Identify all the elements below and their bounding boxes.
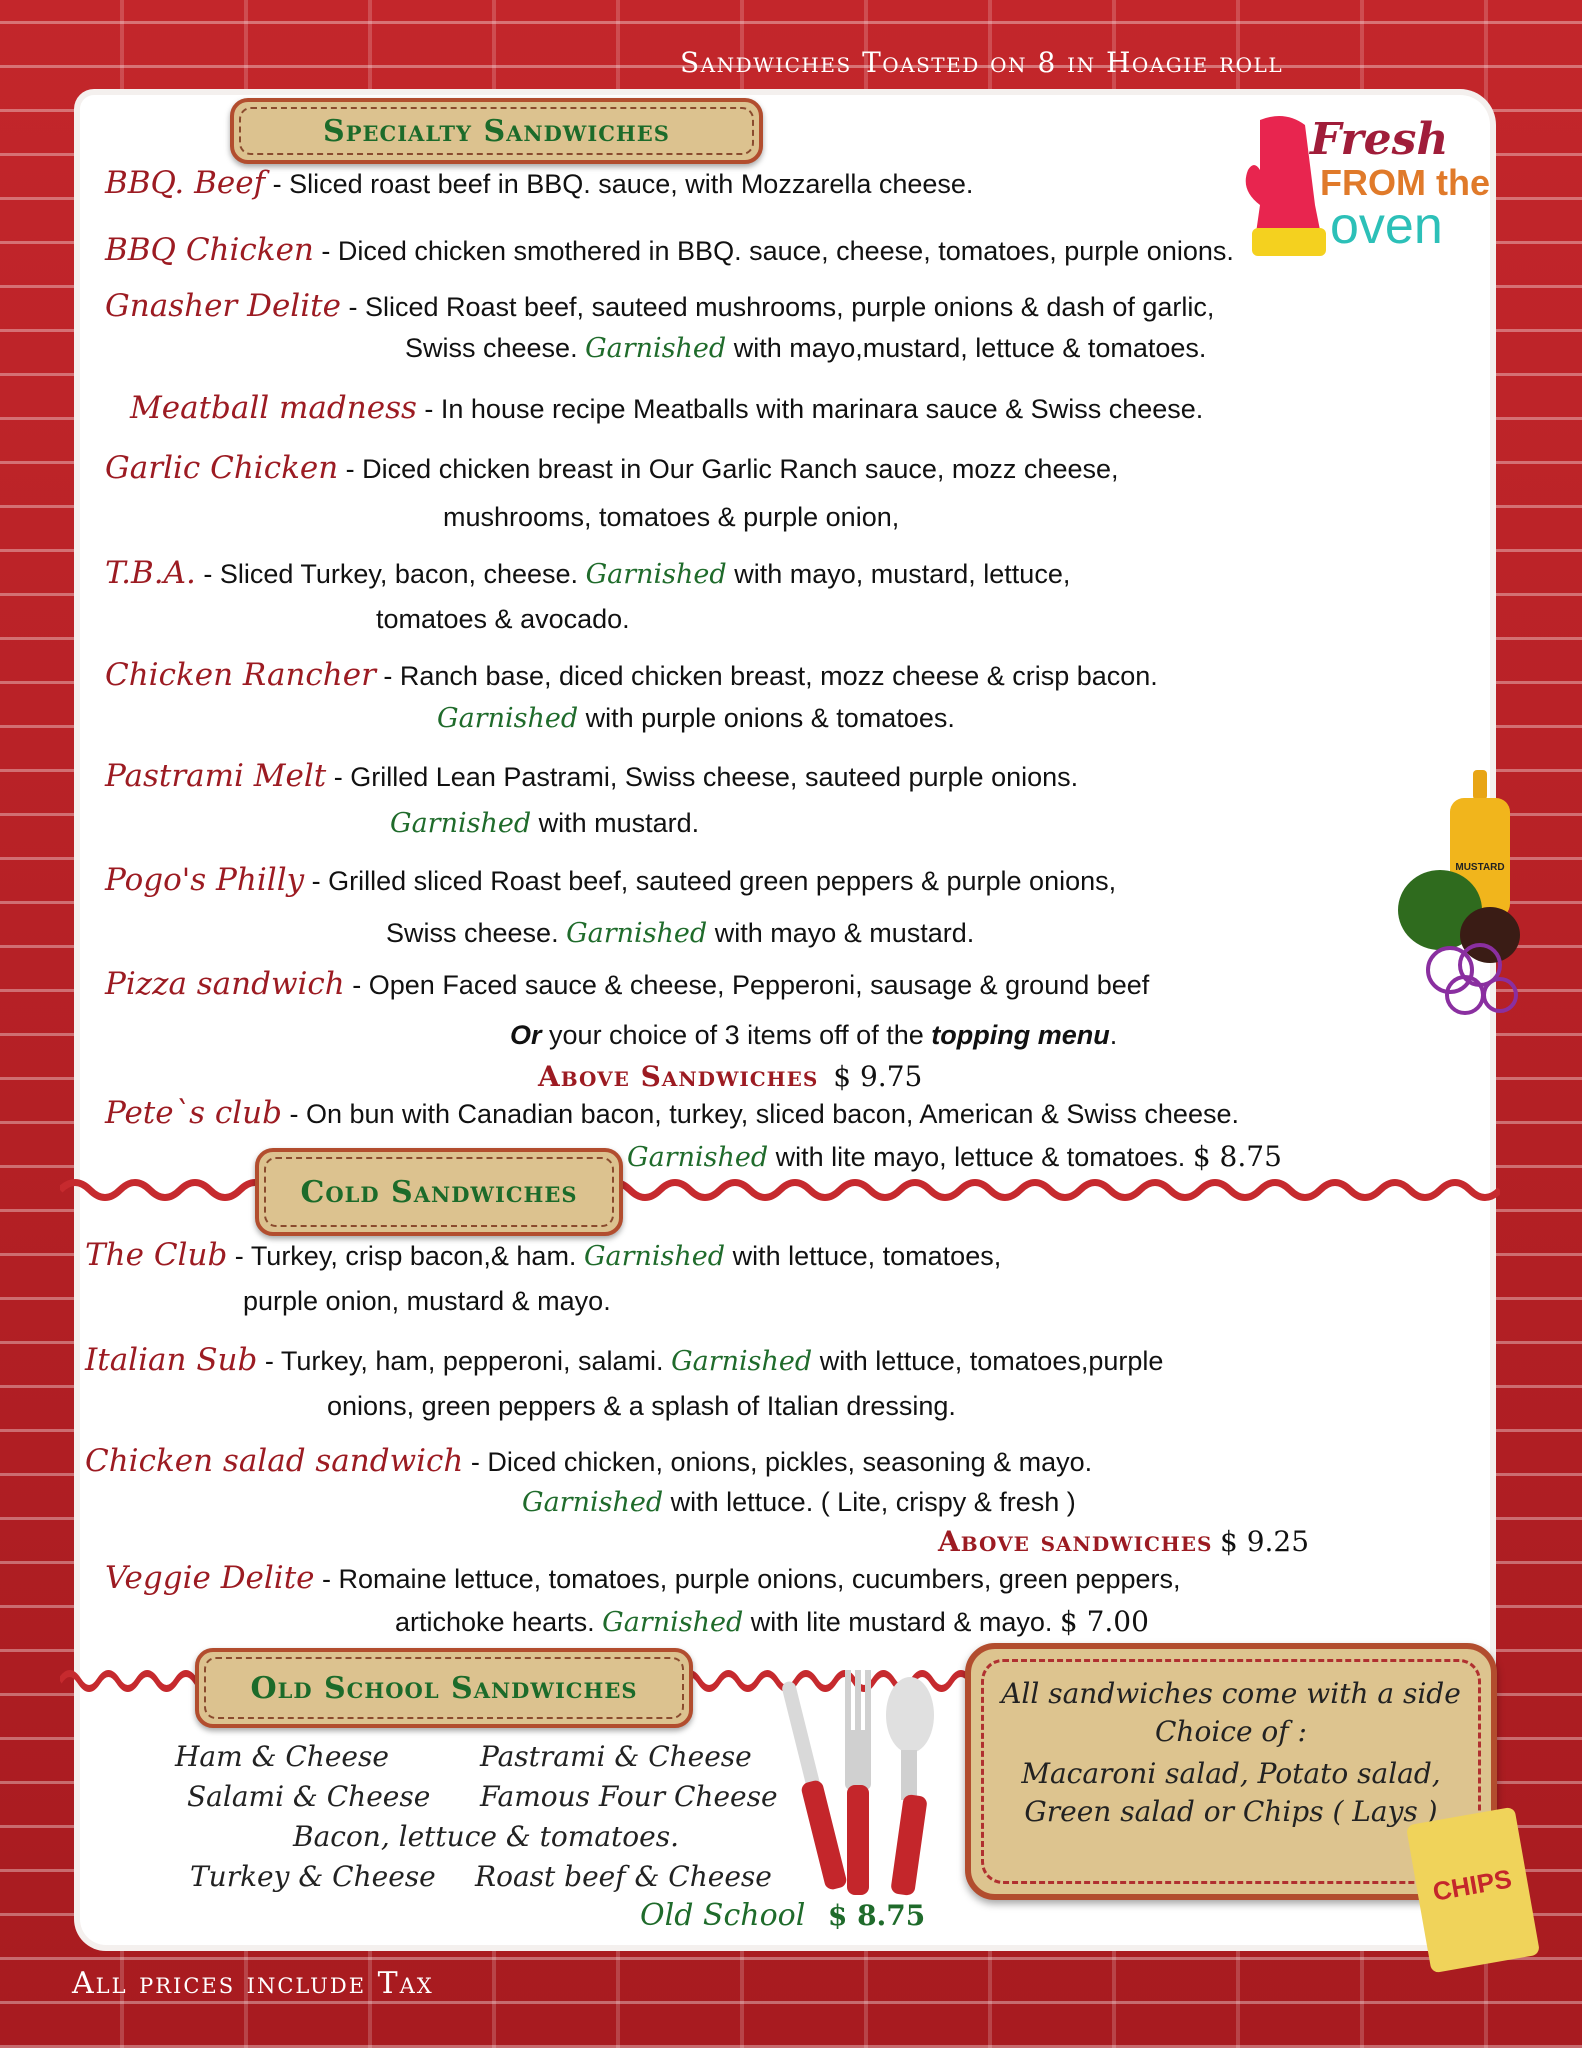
cold-price-line xyxy=(938,1525,1309,1558)
item-name: Pogo's Philly xyxy=(105,862,305,898)
item-desc: with mayo,mustard, lettuce & tomatoes. xyxy=(733,333,1207,363)
item-sep: - xyxy=(227,1241,251,1271)
item-desc: Diced chicken smothered in BBQ. sauce, cheese, tomatoes, purple onions. xyxy=(337,236,1234,266)
item-desc: purple onion, mustard & mayo. xyxy=(243,1286,611,1316)
garnished-label: Garnished xyxy=(627,1142,769,1173)
specialty-price-line xyxy=(538,1060,922,1093)
item-desc: mushrooms, tomatoes & purple onion, xyxy=(443,502,900,532)
item-sep: - xyxy=(314,1564,339,1594)
item-desc: with mayo & mustard. xyxy=(714,918,975,948)
item-name: Pastrami Melt xyxy=(105,758,327,794)
item-pastrami-melt-line2 xyxy=(390,808,699,839)
garnished-label: Garnished xyxy=(437,703,579,734)
item-desc: with mayo, mustard, lettuce, xyxy=(734,559,1071,589)
item-name: Veggie Delite xyxy=(105,1560,315,1596)
item-sep: - xyxy=(344,970,369,1000)
item-desc: Ranch base, diced chicken breast, mozz cheese & crisp bacon. xyxy=(399,661,1158,691)
sides-line: All sandwiches come with a side xyxy=(1001,1677,1461,1710)
item-pogos-philly-line2 xyxy=(386,918,974,949)
item-desc: Sliced roast beef in BBQ. sauce, with Mozzarella cheese. xyxy=(289,169,974,199)
item-garlic-chicken xyxy=(105,450,1119,486)
sides-line: Macaroni salad, Potato salad, xyxy=(1021,1757,1441,1790)
sides-line: Choice of : xyxy=(1155,1715,1307,1748)
item-desc: with lettuce, tomatoes,purple xyxy=(819,1346,1164,1376)
old-school-sandwiches-heading xyxy=(195,1648,693,1728)
old-school-item: Famous Four Cheese xyxy=(480,1780,778,1813)
item-sep: - xyxy=(265,169,290,199)
item-sep: - xyxy=(281,1099,306,1129)
footer-note: All prices include Tax xyxy=(72,1966,434,2001)
fresh-from-oven-logo xyxy=(1240,110,1490,270)
item-name: Pizza sandwich xyxy=(105,966,345,1002)
item-desc: with lite mustard & mayo. xyxy=(750,1607,1053,1637)
item-sep: - xyxy=(416,394,441,424)
garnished-label: Garnished xyxy=(585,559,727,590)
item-desc: Grilled sliced Roast beef, sauteed green peppers & purple onions, xyxy=(328,866,1117,896)
price-label: Above Sandwiches xyxy=(538,1060,819,1093)
item-sep: - xyxy=(313,236,338,266)
item-desc: with lettuce. ( Lite, crispy & fresh ) xyxy=(670,1487,1076,1517)
item-name: The Club xyxy=(85,1237,228,1273)
item-desc: with lite mayo, lettuce & tomatoes. xyxy=(775,1142,1186,1172)
item-sep: - xyxy=(375,661,400,691)
item-name: Chicken Rancher xyxy=(105,657,376,693)
item-bbq-chicken xyxy=(105,232,1234,268)
item-veggie-delite-line2 xyxy=(395,1605,1149,1638)
item-the-club-line2 xyxy=(243,1286,611,1317)
item-gnasher-delite xyxy=(105,288,1214,324)
item-sep: - xyxy=(338,454,363,484)
price-value: $ 7.00 xyxy=(1059,1605,1149,1638)
item-desc: Sliced Turkey, bacon, cheese. xyxy=(219,559,579,589)
price-label: Old School xyxy=(640,1898,806,1933)
price-value: $ 8.75 xyxy=(827,1899,926,1932)
item-name: BBQ Chicken xyxy=(105,232,314,268)
garnished-label: Garnished xyxy=(566,918,708,949)
mustard-label: MUSTARD xyxy=(1455,862,1505,873)
topping-menu-ref: topping menu xyxy=(931,1020,1110,1050)
price-value: $ 9.75 xyxy=(833,1060,923,1093)
item-desc: Swiss cheese. xyxy=(386,918,559,948)
item-desc: tomatoes & avocado. xyxy=(376,604,630,634)
item-italian-sub-line2 xyxy=(327,1391,956,1422)
cutlery-icon xyxy=(775,1660,945,1900)
item-veggie-delite xyxy=(105,1560,1181,1596)
garnished-label: Garnished xyxy=(585,333,727,364)
item-gnasher-delite-line2 xyxy=(405,333,1206,364)
item-desc: artichoke hearts. xyxy=(395,1607,595,1637)
old-school-item: Roast beef & Cheese xyxy=(475,1860,772,1893)
logo-line-2: FROM the xyxy=(1320,162,1490,203)
item-desc: Open Faced sauce & cheese, Pepperoni, sausage & ground beef xyxy=(368,970,1150,1000)
garnished-label: Garnished xyxy=(583,1241,726,1272)
price-label: Above sandwiches xyxy=(938,1525,1213,1558)
item-meatball-madness xyxy=(130,390,1203,426)
item-tba xyxy=(105,555,1070,591)
logo-line-1: Fresh xyxy=(1310,114,1449,165)
item-chicken-rancher-line2 xyxy=(437,703,955,734)
item-name: Chicken salad sandwich xyxy=(85,1443,464,1479)
old-school-item: Ham & Cheese xyxy=(175,1740,389,1773)
header-note: Sandwiches Toasted on 8 in Hoagie roll xyxy=(680,46,1284,79)
item-desc: . xyxy=(1109,1020,1118,1050)
item-pogos-philly xyxy=(105,862,1116,898)
item-desc: with lettuce, tomatoes, xyxy=(732,1241,1002,1271)
item-desc-or: Or xyxy=(510,1020,542,1050)
item-name: Garlic Chicken xyxy=(105,450,339,486)
item-pizza-sandwich xyxy=(105,966,1149,1002)
cold-sandwiches-heading xyxy=(255,1148,623,1236)
item-sep: - xyxy=(304,866,329,896)
garnished-label: Garnished xyxy=(671,1346,813,1377)
old-school-item: Bacon, lettuce & tomatoes. xyxy=(293,1820,679,1853)
specialty-heading-text: Specialty Sandwiches xyxy=(323,113,670,149)
item-desc: Grilled Lean Pastrami, Swiss cheese, sauteed purple onions. xyxy=(350,762,1079,792)
old-school-item: Pastrami & Cheese xyxy=(480,1740,752,1773)
item-name: Meatball madness xyxy=(130,390,417,426)
item-chicken-salad-line2 xyxy=(522,1487,1076,1518)
cold-heading-text: Cold Sandwiches xyxy=(300,1174,578,1210)
price-value: $ 9.25 xyxy=(1220,1525,1310,1558)
item-pizza-sandwich-line2 xyxy=(510,1020,1117,1051)
item-garlic-chicken-line2 xyxy=(443,502,899,533)
old-school-item: Turkey & Cheese xyxy=(190,1860,436,1893)
logo-line-3: oven xyxy=(1330,197,1443,255)
item-petes-club-line2 xyxy=(627,1140,1282,1173)
peppers-onions-icon xyxy=(1395,860,1525,1030)
item-desc: your choice of 3 items off of the xyxy=(549,1020,924,1050)
item-sep: - xyxy=(340,292,365,322)
garnished-label: Garnished xyxy=(522,1487,664,1518)
old-school-heading-text: Old School Sandwiches xyxy=(250,1670,638,1706)
item-desc: with mustard. xyxy=(538,808,700,838)
old-school-price-line xyxy=(640,1898,925,1933)
item-chicken-salad xyxy=(85,1443,1092,1479)
item-petes-club xyxy=(105,1095,1239,1131)
item-sep: - xyxy=(463,1447,488,1477)
sides-line: Green salad or Chips ( Lays ) xyxy=(1024,1795,1438,1828)
specialty-sandwiches-heading xyxy=(230,98,763,164)
item-desc: Sliced Roast beef, sauteed mushrooms, purple onions & dash of garlic, xyxy=(364,292,1215,322)
item-desc: onions, green peppers & a splash of Italian dressing. xyxy=(327,1391,956,1421)
item-desc: Romaine lettuce, tomatoes, purple onions, cucumbers, green peppers, xyxy=(338,1564,1181,1594)
item-sep: - xyxy=(257,1346,281,1376)
item-desc: Diced chicken breast in Our Garlic Ranch sauce, mozz cheese, xyxy=(362,454,1119,484)
garnished-label: Garnished xyxy=(602,1607,744,1638)
chips-label: CHIPS xyxy=(1430,1863,1514,1907)
item-desc: In house recipe Meatballs with marinara sauce & Swiss cheese. xyxy=(440,394,1204,424)
item-bbq-beef xyxy=(105,165,973,201)
item-name: Pete`s club xyxy=(105,1095,282,1131)
item-italian-sub xyxy=(85,1342,1163,1378)
item-sep: - xyxy=(326,762,351,792)
item-name: T.B.A. xyxy=(105,555,196,591)
item-desc: On bun with Canadian bacon, turkey, sliced bacon, American & Swiss cheese. xyxy=(305,1099,1239,1129)
item-desc: Turkey, crisp bacon,& ham. xyxy=(250,1241,577,1271)
item-desc: Turkey, ham, pepperoni, salami. xyxy=(280,1346,664,1376)
item-sep: - xyxy=(195,559,220,589)
item-name: Italian Sub xyxy=(85,1342,258,1378)
item-desc: with purple onions & tomatoes. xyxy=(585,703,955,733)
old-school-item: Salami & Cheese xyxy=(187,1780,431,1813)
item-name: Gnasher Delite xyxy=(105,288,341,324)
item-tba-line2 xyxy=(376,604,630,635)
item-the-club xyxy=(85,1237,1001,1273)
item-pastrami-melt xyxy=(105,758,1078,794)
price-value: $ 8.75 xyxy=(1192,1140,1282,1173)
garnished-label: Garnished xyxy=(390,808,532,839)
item-name: BBQ. Beef xyxy=(105,165,266,201)
item-desc: Swiss cheese. xyxy=(405,333,578,363)
item-desc: Diced chicken, onions, pickles, seasoning & mayo. xyxy=(487,1447,1093,1477)
item-chicken-rancher xyxy=(105,657,1158,693)
